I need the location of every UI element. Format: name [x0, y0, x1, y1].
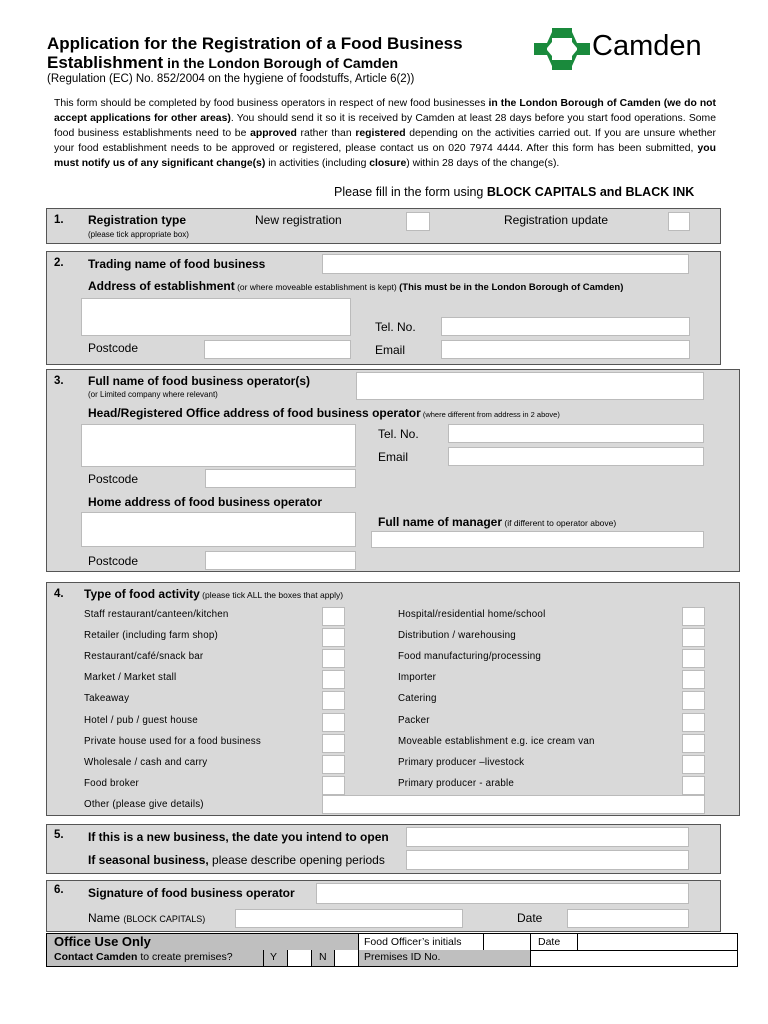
new-registration-label: New registration [255, 213, 342, 227]
food-activity-label: Type of food activity (please tick ALL the boxes that apply) [84, 587, 344, 601]
premises-id-field[interactable] [531, 950, 738, 966]
manager-name-label: Full name of manager (if different to operator above) [378, 515, 617, 529]
establishment-address-label: Address of establishment (or where moveable establishment is kept) (This must be in the London Borough of Camden) [88, 279, 624, 293]
intro-paragraph: This form should be completed by food business operators in respect of new food businesses in the London Borough of Camden (we do not accept applications for other areas). You should send it so it is received by Camden at least 28 days before you start food operations. Some food business establishments need to be approved rather than registered depending on the activities carried out. If you are unsure whether your food establishment needs to be approved or registered, please contact us on 020 7974 4444. After this form has been submitted, you must notify us of any significant change(s) in activities (including closure) within 28 days of the change(s). [54, 98, 716, 169]
establishment-email-label: Email [375, 343, 406, 357]
section-number: 1. [54, 214, 64, 226]
yes-label: Y [270, 951, 278, 963]
activity-label: Primary producer - arable [398, 777, 515, 789]
seasonal-label: If seasonal business, please describe opening periods [88, 853, 385, 867]
office-use-title: Office Use Only [54, 934, 151, 949]
activity-checkbox[interactable] [682, 755, 705, 774]
establishment-email-input[interactable] [441, 340, 690, 359]
activity-label: Importer [398, 672, 437, 684]
activity-label: Hospital/residential home/school [398, 609, 546, 620]
office-date-field[interactable] [578, 934, 738, 950]
registration-type-label: Registration type [88, 213, 187, 227]
registration-update-checkbox[interactable] [668, 212, 690, 231]
activity-label: Staff restaurant/canteen/kitchen [84, 609, 229, 620]
activity-label: Hotel / pub / guest house [84, 714, 198, 726]
office-use-row-1 [46, 933, 738, 951]
registration-type-hint: (please tick appropriate box) [88, 230, 189, 239]
registration-update-label: Registration update [504, 213, 609, 227]
officer-initials-label: Food Officer’s initials [364, 936, 462, 948]
establishment-postcode-label: Postcode [88, 341, 139, 355]
operator-name-input[interactable] [356, 372, 704, 400]
manager-name-input[interactable] [371, 531, 704, 548]
establishment-postcode-input[interactable] [204, 340, 351, 359]
activity-label: Takeaway [84, 693, 130, 705]
home-address-label: Home address of food business operator [88, 495, 323, 509]
section-number: 2. [54, 257, 64, 269]
office-date-label: Date [538, 936, 561, 948]
no-checkbox[interactable] [335, 950, 358, 966]
officer-initials-field[interactable] [484, 934, 530, 950]
name-label: Name (BLOCK CAPITALS) [88, 911, 206, 925]
activity-label: Market / Market stall [84, 672, 177, 684]
establishment-tel-input[interactable] [441, 317, 690, 336]
section-number: 3. [54, 375, 64, 387]
home-address-input[interactable] [81, 512, 356, 547]
section-number: 4. [54, 588, 64, 600]
camden-logo-icon [534, 28, 590, 70]
trading-name-input[interactable] [322, 254, 689, 274]
establishment-address-input[interactable] [81, 298, 351, 336]
office-use-row-2 [46, 950, 738, 967]
name-input[interactable] [235, 909, 463, 928]
logo-text: Camden [592, 30, 702, 62]
activity-label: Retailer (including farm shop) [84, 630, 218, 642]
activity-label: Catering [398, 693, 437, 705]
activity-checkbox[interactable] [322, 628, 345, 647]
head-office-postcode-input[interactable] [205, 469, 356, 488]
regulation-reference: (Regulation (EC) No. 852/2004 on the hygiene of foodstuffs, Article 6(2)) [47, 73, 415, 85]
activity-checkbox[interactable] [682, 628, 705, 647]
activity-checkbox[interactable] [322, 691, 345, 710]
activity-checkbox[interactable] [682, 607, 705, 626]
section-number: 5. [54, 829, 64, 841]
home-postcode-input[interactable] [205, 551, 356, 570]
signature-input[interactable] [316, 883, 689, 904]
activity-checkbox[interactable] [322, 649, 345, 668]
date-label: Date [517, 911, 543, 925]
other-details-input[interactable] [322, 795, 705, 814]
activity-checkbox[interactable] [322, 755, 345, 774]
activity-checkbox[interactable] [682, 670, 705, 689]
form-title: Application for the Registration of a Food Business Establishment in the London Borough of Camden [47, 34, 463, 72]
date-input[interactable] [567, 909, 689, 928]
activity-checkbox[interactable] [682, 649, 705, 668]
head-office-tel-label: Tel. No. [378, 427, 419, 441]
opening-date-input[interactable] [406, 827, 689, 847]
yes-checkbox[interactable] [288, 950, 311, 966]
activity-checkbox[interactable] [682, 734, 705, 753]
activity-checkbox[interactable] [322, 670, 345, 689]
activity-label: Private house used for a food business [84, 735, 261, 747]
signature-label: Signature of food business operator [88, 886, 295, 900]
section-number: 6. [54, 884, 64, 896]
new-registration-checkbox[interactable] [406, 212, 430, 231]
contact-camden-label: Contact Camden to create premises? [54, 951, 233, 963]
head-office-tel-input[interactable] [448, 424, 704, 443]
activity-label: Wholesale / cash and carry [84, 756, 208, 768]
activity-checkbox[interactable] [682, 776, 705, 795]
establishment-tel-label: Tel. No. [375, 320, 416, 334]
head-office-email-input[interactable] [448, 447, 704, 466]
activity-label: Distribution / warehousing [398, 630, 516, 642]
activity-label: Moveable establishment e.g. ice cream van [398, 735, 595, 747]
head-office-postcode-label: Postcode [88, 472, 139, 486]
activity-checkbox[interactable] [322, 776, 345, 795]
activity-checkbox[interactable] [322, 734, 345, 753]
activity-checkbox[interactable] [682, 713, 705, 732]
activity-checkbox[interactable] [682, 691, 705, 710]
head-office-address-input[interactable] [81, 424, 356, 467]
no-label: N [319, 951, 327, 963]
operator-name-label: Full name of food business operator(s) [88, 374, 311, 388]
head-office-address-label: Head/Registered Office address of food business operator (where different from address in 2 above) [88, 406, 560, 420]
activity-label: Other (please give details) [84, 798, 204, 810]
activity-label: Packer [398, 714, 430, 726]
activity-checkbox[interactable] [322, 713, 345, 732]
activity-label: Restaurant/café/snack bar [84, 651, 204, 663]
activity-checkbox[interactable] [322, 607, 345, 626]
fill-instruction: Please fill in the form using BLOCK CAPITALS and BLACK INK [334, 185, 695, 199]
activity-label: Primary producer –livestock [398, 756, 525, 768]
seasonal-periods-input[interactable] [406, 850, 689, 870]
home-postcode-label: Postcode [88, 554, 139, 568]
head-office-email-label: Email [378, 450, 409, 464]
opening-date-label: If this is a new business, the date you intend to open [88, 830, 389, 844]
activity-label: Food manufacturing/processing [398, 651, 542, 663]
operator-name-hint: (or Limited company where relevant) [88, 390, 218, 399]
activity-label: Food broker [84, 777, 140, 789]
trading-name-label: Trading name of food business [88, 257, 266, 271]
premises-id-label: Premises ID No. [364, 951, 441, 963]
